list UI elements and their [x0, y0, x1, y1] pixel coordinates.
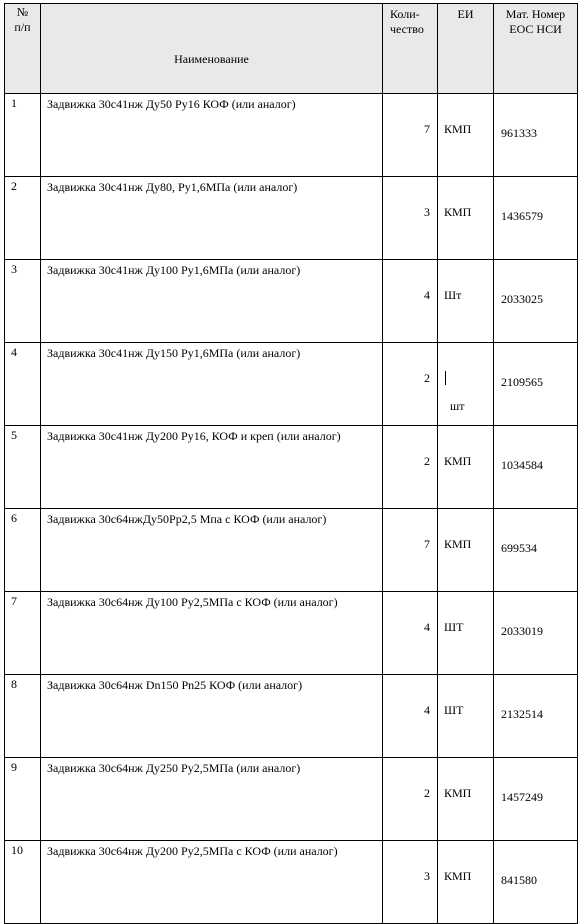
item-qty: 3: [424, 205, 430, 219]
unit-wrap: [444, 371, 465, 413]
row-number: 3: [11, 262, 17, 276]
item-name: Задвижка 30с64нж Ду100 Ру2,5МПа с КОФ (или аналог): [47, 595, 338, 609]
cell-qty[interactable]: [383, 94, 438, 177]
item-unit: КМП: [444, 869, 472, 883]
cell-mat[interactable]: [494, 758, 578, 841]
cell-unit[interactable]: [438, 675, 494, 758]
item-mat-number: 2109565: [501, 375, 543, 389]
item-mat-number: 961333: [501, 126, 537, 140]
cell-mat[interactable]: [494, 509, 578, 592]
item-mat-number: 2033019: [501, 624, 543, 638]
header-unit-label: ЕИ: [457, 7, 474, 21]
item-mat-number: 2033025: [501, 292, 543, 306]
item-qty: 4: [424, 620, 430, 634]
table-header: [5, 4, 578, 94]
cell-name[interactable]: [41, 260, 383, 343]
cell-qty[interactable]: [383, 177, 438, 260]
cell-num[interactable]: [5, 841, 41, 924]
header-name-label: Наименование: [174, 52, 249, 66]
cell-name[interactable]: [41, 177, 383, 260]
cell-name[interactable]: [41, 592, 383, 675]
item-name: Задвижка 30с41нж Ду50 Ру16 КОФ (или аналог): [47, 97, 296, 111]
cell-unit[interactable]: [438, 841, 494, 924]
cell-unit[interactable]: [438, 177, 494, 260]
table-row[interactable]: [5, 426, 578, 509]
item-name: Задвижка 30с64нж Ду250 Ру2,5МПа (или аналог): [47, 761, 301, 775]
header-mat: [494, 4, 578, 94]
row-number: 10: [11, 843, 23, 857]
item-unit: КМП: [444, 454, 472, 468]
cell-qty[interactable]: [383, 758, 438, 841]
item-qty: 2: [424, 454, 430, 468]
row-number: 6: [11, 511, 17, 525]
item-mat-number: 841580: [501, 873, 537, 887]
cell-qty[interactable]: [383, 260, 438, 343]
cell-unit[interactable]: [438, 592, 494, 675]
table-row[interactable]: [5, 592, 578, 675]
table-row[interactable]: [5, 509, 578, 592]
cell-num[interactable]: [5, 426, 41, 509]
cell-qty[interactable]: [383, 841, 438, 924]
cell-name[interactable]: [41, 94, 383, 177]
item-name: Задвижка 30с41нж Ду100 Ру1,6МПа (или аналог): [47, 263, 301, 277]
header-row: [5, 4, 578, 94]
cell-unit[interactable]: [438, 343, 494, 426]
row-number: 8: [11, 677, 17, 691]
cell-name[interactable]: [41, 675, 383, 758]
cell-num[interactable]: [5, 509, 41, 592]
table-row[interactable]: [5, 177, 578, 260]
cell-mat[interactable]: [494, 592, 578, 675]
cell-qty[interactable]: [383, 675, 438, 758]
item-unit: Шт: [444, 288, 462, 302]
item-name: Задвижка 30с64нж Dn150 Pn25 КОФ (или аналог): [47, 678, 303, 692]
item-mat-number: 1034584: [501, 458, 543, 472]
item-unit: КМП: [444, 205, 472, 219]
item-unit: КМП: [444, 786, 472, 800]
cell-mat[interactable]: [494, 675, 578, 758]
header-num: [5, 4, 41, 94]
cell-mat[interactable]: [494, 177, 578, 260]
cell-num[interactable]: [5, 177, 41, 260]
cell-name[interactable]: [41, 841, 383, 924]
header-qty-label: Коли- чество: [390, 7, 424, 36]
table-row[interactable]: [5, 841, 578, 924]
cell-name[interactable]: [41, 426, 383, 509]
item-mat-number: 699534: [501, 541, 537, 555]
cell-unit[interactable]: [438, 509, 494, 592]
cell-qty[interactable]: [383, 592, 438, 675]
item-unit: ШТ: [444, 703, 464, 717]
cell-name[interactable]: [41, 509, 383, 592]
row-number: 2: [11, 179, 17, 193]
item-qty: 3: [424, 869, 430, 883]
item-qty: 4: [424, 288, 430, 302]
cell-qty[interactable]: [383, 426, 438, 509]
item-qty: 7: [424, 122, 430, 136]
item-name: Задвижка 30с41нж Ду150 Ру1,6МПа (или аналог): [47, 346, 301, 360]
cell-unit[interactable]: [438, 426, 494, 509]
table-row[interactable]: [5, 94, 578, 177]
table-row[interactable]: [5, 758, 578, 841]
cell-name[interactable]: [41, 758, 383, 841]
table-body: [5, 94, 578, 924]
item-qty: 4: [424, 703, 430, 717]
cell-num[interactable]: [5, 758, 41, 841]
item-mat-number: 1436579: [501, 209, 543, 223]
cell-unit[interactable]: [438, 758, 494, 841]
cell-num[interactable]: [5, 675, 41, 758]
cell-unit[interactable]: [438, 94, 494, 177]
cell-qty[interactable]: [383, 343, 438, 426]
cell-name[interactable]: [41, 343, 383, 426]
cell-mat[interactable]: [494, 841, 578, 924]
header-qty: [383, 4, 438, 94]
item-qty: 2: [424, 786, 430, 800]
header-num-label: № п/п: [14, 5, 31, 34]
row-number: 5: [11, 428, 17, 442]
table-row[interactable]: [5, 343, 578, 426]
cell-num[interactable]: [5, 260, 41, 343]
cell-mat[interactable]: [494, 94, 578, 177]
item-unit: КМП: [444, 537, 472, 551]
header-mat-label: Мат. Номер ЕОС НСИ: [505, 7, 566, 36]
item-name: Задвижка 30с64нжДу50Рр2,5 Мпа с КОФ (или аналог): [47, 512, 327, 526]
item-unit: ШТ: [444, 620, 464, 634]
item-name: Задвижка 30с41нж Ду80, Ру1,6МПа (или аналог): [47, 180, 298, 194]
cell-mat[interactable]: [494, 260, 578, 343]
cell-mat[interactable]: [494, 343, 578, 426]
cell-num[interactable]: [5, 343, 41, 426]
row-number: 1: [11, 96, 17, 110]
row-number: 4: [11, 345, 17, 359]
table-row[interactable]: [5, 675, 578, 758]
item-unit: шт: [450, 399, 465, 413]
row-number: 9: [11, 760, 17, 774]
cell-num[interactable]: [5, 94, 41, 177]
item-qty: 2: [424, 371, 430, 385]
cell-unit[interactable]: [438, 260, 494, 343]
cell-mat[interactable]: [494, 426, 578, 509]
row-number: 7: [11, 594, 17, 608]
header-name: [41, 4, 383, 94]
item-unit: КМП: [444, 122, 472, 136]
materials-table: [4, 3, 578, 924]
text-cursor: [445, 371, 446, 385]
cell-qty[interactable]: [383, 509, 438, 592]
item-mat-number: 2132514: [501, 707, 543, 721]
item-qty: 7: [424, 537, 430, 551]
item-name: Задвижка 30с64нж Ду200 Ру2,5МПа с КОФ (или аналог): [47, 844, 338, 858]
item-mat-number: 1457249: [501, 790, 543, 804]
table-row[interactable]: [5, 260, 578, 343]
item-name: Задвижка 30с41нж Ду200 Ру16, КОФ и креп (или аналог): [47, 429, 341, 443]
cell-num[interactable]: [5, 592, 41, 675]
header-unit: [438, 4, 494, 94]
